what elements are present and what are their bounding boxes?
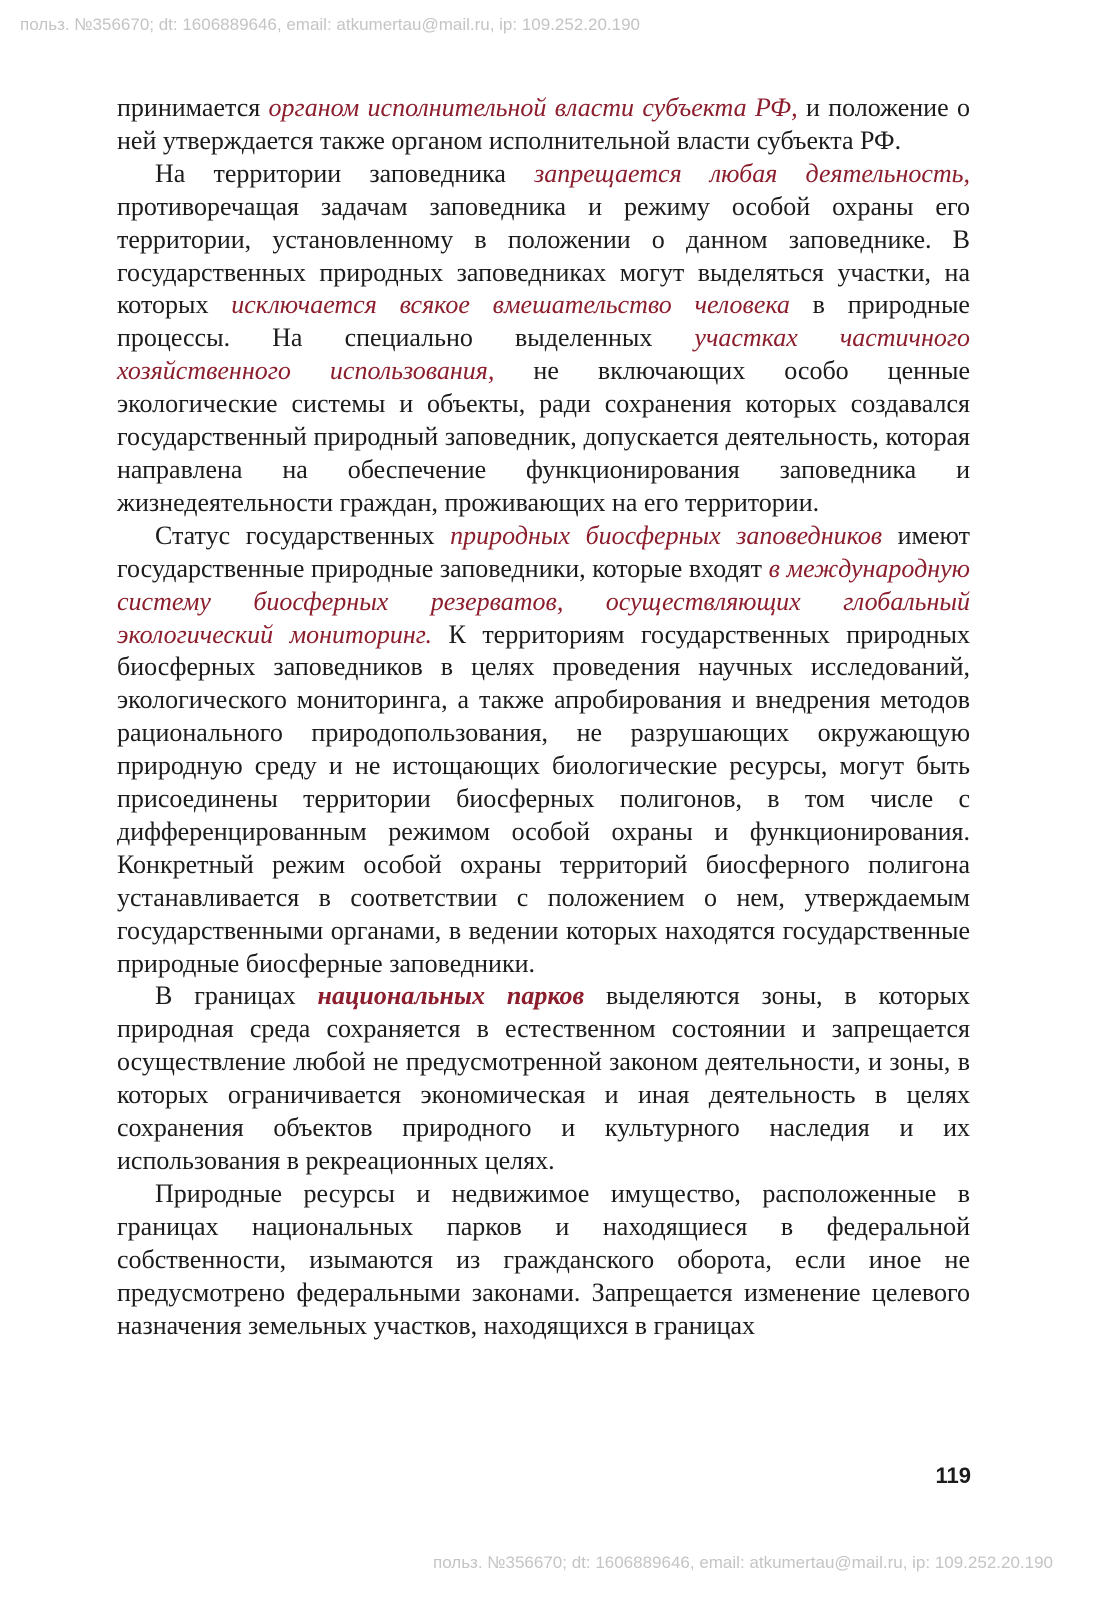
text-run: К территориям государственных природных биосферных заповедников в целях проведения научных исследований, экологического мониторинга, а также апробирования и внедрения методов рационального природопользования, не разрушающих окружающую природную среду и не истощающих биологические ресурсы, могут быть присоединены территории биосферных полигонов, в том числе с дифференцированным режимом особой охраны и функционирования. Конкретный режим особой охраны территорий биосферного полигона устанавливается в соответствии с положением о нем, утверждаемым государственными органами, в ведении которых находятся государственные природные биосферные заповедники. (117, 619, 970, 978)
paragraph-5 (117, 1178, 970, 1343)
emphasis-term: участках частичного хозяйственного использования, (117, 323, 970, 386)
emphasis-term: природных биосферных заповедников (450, 520, 883, 550)
text-run: На территории заповедника (155, 158, 535, 188)
watermark-bottom: польз. №356670; dt: 1606889646, email: atkumertau@mail.ru, ip: 109.252.20.190 (432, 1553, 1053, 1572)
paragraph-3 (117, 520, 970, 981)
text-run: Природные ресурсы и недвижимое имущество, расположенные в границах национальных парков и находящиеся в федеральной собственности, изымаются из гражданского оборота, если иное не предусмотрено федеральными законами. Запрещается изменение целевого назначения земельных участков, находящихся в границах (117, 1178, 970, 1340)
text-run: противоречащая задачам заповедника и режиму особой охраны его территории, установленному в положении о данном заповеднике. В государственных природных заповедниках могут выделяться участки, на которых (117, 191, 970, 320)
text-run: выделяются зоны, в которых природная среда сохраняется в естественном состоянии и запрещается осуществление любой не предусмотренной законом деятельности, и зоны, в которых ограничивается экономическая и иная деятельность в целях сохранения объектов природного и культурного наследия и их использования в рекреационных целях. (117, 981, 970, 1175)
watermark-top: польз. №356670; dt: 1606889646, email: atkumertau@mail.ru, ip: 109.252.20.190 (20, 15, 641, 34)
text-run: принимается (117, 93, 269, 122)
paragraph-1 (117, 92, 970, 158)
text-run: В границах (155, 981, 318, 1011)
text-run: имеют государственные природные заповедники, которые входят (117, 520, 970, 583)
page-number: 119 (935, 1463, 971, 1488)
text-run: Статус государственных (155, 520, 451, 550)
emphasis-term: запрещается любая деятельность, (534, 158, 970, 188)
text-run: в природные процессы. На специально выделенных (117, 290, 970, 353)
paragraph-2 (117, 158, 970, 520)
text-run: не включающих особо ценные экологические системы и объекты, ради сохранения которых создавался государственный природный заповедник, допускается деятельность, которая направлена на обеспечение функционирования заповедника и жизнедеятельности граждан, проживающих на его территории. (117, 356, 971, 517)
text-run: и положение о ней утверждается также органом исполнительной власти субъекта РФ. (117, 93, 970, 155)
page-body (117, 92, 970, 1342)
emphasis-term-bold: национальных парков (317, 981, 585, 1011)
emphasis-term: органом исполнительной власти субъекта РФ, (268, 93, 798, 122)
emphasis-term: исключается всякое вмешательство человека (231, 290, 790, 320)
paragraph-4 (117, 980, 970, 1177)
emphasis-term: в международную систему биосферных резерватов, осуществляющих глобальный экологический мониторинг. (117, 553, 970, 649)
